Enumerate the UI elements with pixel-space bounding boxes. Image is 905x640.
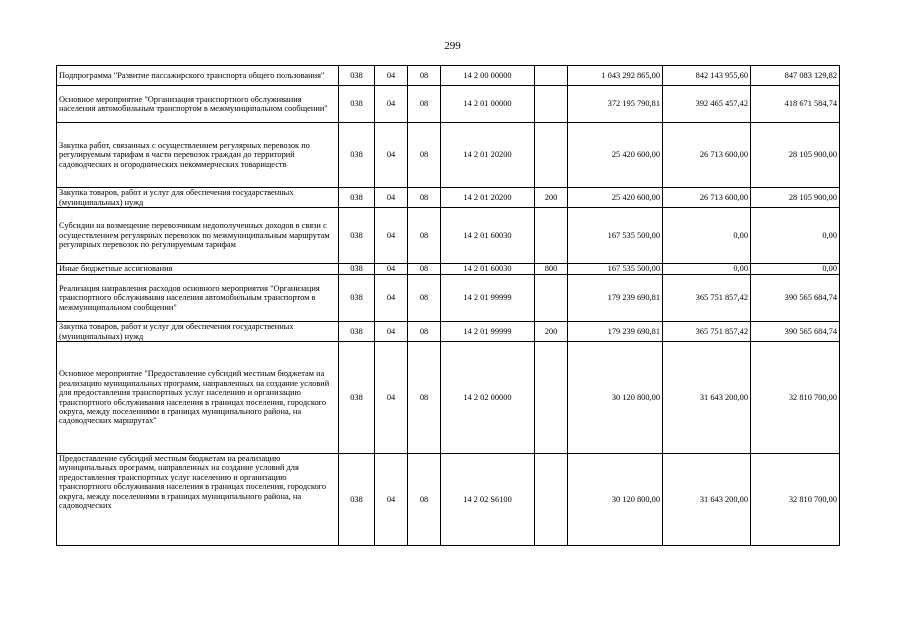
- row-amount-year-3: 390 565 684,74: [751, 275, 840, 322]
- row-amount-year-1: 30 120 800,00: [568, 454, 663, 546]
- row-amount-year-2: 842 143 955,60: [663, 66, 751, 86]
- row-target-article: 14 2 01 20200: [441, 188, 535, 208]
- row-amount-year-3: 0,00: [751, 208, 840, 264]
- row-subsection-code: 08: [408, 123, 441, 188]
- row-amount-year-1: 372 195 790,81: [568, 86, 663, 123]
- row-amount-year-2: 26 713 600,00: [663, 188, 751, 208]
- row-amount-year-3: 0,00: [751, 264, 840, 275]
- table-row: [57, 188, 840, 208]
- row-section-code: 04: [375, 86, 408, 123]
- row-ministry-code: 038: [339, 188, 375, 208]
- row-target-article: 14 2 01 20200: [441, 123, 535, 188]
- row-ministry-code: 038: [339, 208, 375, 264]
- row-amount-year-2: 365 751 857,42: [663, 322, 751, 342]
- table-row: [57, 342, 840, 454]
- table-row: [57, 208, 840, 264]
- row-amount-year-2: 0,00: [663, 264, 751, 275]
- row-target-article: 14 2 01 99999: [441, 275, 535, 322]
- row-subsection-code: 08: [408, 342, 441, 454]
- row-subsection-code: 08: [408, 188, 441, 208]
- row-subsection-code: 08: [408, 322, 441, 342]
- row-section-code: 04: [375, 208, 408, 264]
- row-name: Основное мероприятие "Предоставление субсидий местным бюджетам на реализацию муниципальных программ, направленных на создание условий для предоставления транспортных услуг населению и организацию транспортного обслуживания населения в границах поселения, городского округа, между поселениями в границах муниципального района, на садоводческих маршрутах": [57, 342, 339, 454]
- row-amount-year-2: 26 713 600,00: [663, 123, 751, 188]
- row-amount-year-1: 179 239 690,81: [568, 275, 663, 322]
- row-subsection-code: 08: [408, 264, 441, 275]
- row-expense-type: [535, 342, 568, 454]
- row-name: Иные бюджетные ассигнования: [57, 264, 339, 275]
- page-number: 299: [444, 40, 461, 52]
- row-section-code: 04: [375, 275, 408, 322]
- row-expense-type: [535, 208, 568, 264]
- row-amount-year-1: 25 420 600,00: [568, 123, 663, 188]
- table-row: [57, 264, 840, 275]
- row-expense-type: 200: [535, 322, 568, 342]
- row-amount-year-1: 167 535 500,00: [568, 264, 663, 275]
- row-expense-type: [535, 123, 568, 188]
- row-target-article: 14 2 01 00000: [441, 86, 535, 123]
- row-subsection-code: 08: [408, 208, 441, 264]
- table-row: [57, 275, 840, 322]
- row-amount-year-3: 418 671 584,74: [751, 86, 840, 123]
- row-amount-year-2: 365 751 857,42: [663, 275, 751, 322]
- table-row: [57, 123, 840, 188]
- row-expense-type: 200: [535, 188, 568, 208]
- row-target-article: 14 2 02 00000: [441, 342, 535, 454]
- budget-table: [56, 65, 840, 546]
- row-amount-year-2: 392 465 457,42: [663, 86, 751, 123]
- row-subsection-code: 08: [408, 66, 441, 86]
- row-name: Основное мероприятие "Организация транспортного обслуживания населения автомобильным транспортом в межмуниципальном сообщении": [57, 86, 339, 123]
- row-amount-year-1: 30 120 800,00: [568, 342, 663, 454]
- row-section-code: 04: [375, 66, 408, 86]
- row-subsection-code: 08: [408, 275, 441, 322]
- row-amount-year-1: 25 420 600,00: [568, 188, 663, 208]
- row-amount-year-1: 179 239 690,81: [568, 322, 663, 342]
- row-name: Подпрограмма "Развитие пассажирского транспорта общего пользования": [57, 66, 339, 86]
- row-amount-year-3: 28 105 900,00: [751, 188, 840, 208]
- table-row: [57, 322, 840, 342]
- row-expense-type: [535, 454, 568, 546]
- row-target-article: 14 2 00 00000: [441, 66, 535, 86]
- row-section-code: 04: [375, 342, 408, 454]
- row-amount-year-3: 847 083 129,82: [751, 66, 840, 86]
- row-amount-year-1: 167 535 500,00: [568, 208, 663, 264]
- row-amount-year-3: 390 565 684,74: [751, 322, 840, 342]
- table-row: [57, 66, 840, 86]
- row-name: Реализация направления расходов основного мероприятия "Организация транспортного обслуживания населения автомобильным транспортом в межмуниципальном сообщении": [57, 275, 339, 322]
- row-expense-type: 800: [535, 264, 568, 275]
- row-target-article: 14 2 01 60030: [441, 264, 535, 275]
- row-section-code: 04: [375, 123, 408, 188]
- row-ministry-code: 038: [339, 123, 375, 188]
- row-section-code: 04: [375, 322, 408, 342]
- row-ministry-code: 038: [339, 66, 375, 86]
- table-row: [57, 454, 840, 546]
- row-target-article: 14 2 01 60030: [441, 208, 535, 264]
- row-target-article: 14 2 01 99999: [441, 322, 535, 342]
- row-target-article: 14 2 02 S6100: [441, 454, 535, 546]
- row-ministry-code: 038: [339, 275, 375, 322]
- row-expense-type: [535, 66, 568, 86]
- row-name: Закупка товаров, работ и услуг для обеспечения государственных (муниципальных) нужд: [57, 188, 339, 208]
- row-name: Субсидии на возмещение перевозчикам недополученных доходов в связи с осуществлением регулярных перевозок по межмуниципальным маршрутам регулярных перевозок по регулируемым тарифам: [57, 208, 339, 264]
- row-ministry-code: 038: [339, 322, 375, 342]
- table-row: [57, 86, 840, 123]
- row-ministry-code: 038: [339, 86, 375, 123]
- row-amount-year-3: 32 810 700,00: [751, 342, 840, 454]
- row-amount-year-3: 32 810 700,00: [751, 454, 840, 546]
- row-amount-year-3: 28 105 900,00: [751, 123, 840, 188]
- table-body: [57, 66, 840, 546]
- row-amount-year-2: 0,00: [663, 208, 751, 264]
- row-name: Закупка работ, связанных с осуществлением регулярных перевозок по регулируемым тарифам в части перевозок граждан до территорий садоводческих и огороднических некоммерческих товариществ: [57, 123, 339, 188]
- row-ministry-code: 038: [339, 454, 375, 546]
- row-expense-type: [535, 275, 568, 322]
- row-ministry-code: 038: [339, 342, 375, 454]
- row-ministry-code: 038: [339, 264, 375, 275]
- row-expense-type: [535, 86, 568, 123]
- row-amount-year-2: 31 643 200,00: [663, 342, 751, 454]
- row-section-code: 04: [375, 188, 408, 208]
- row-name: Предоставление субсидий местным бюджетам на реализацию муниципальных программ, направленных на создание условий для предоставления транспортных услуг населению и организацию транспортного обслуживания населения в границах поселения, городского округа, между поселениями в границах муниципального района, на садоводческих: [57, 454, 339, 546]
- row-section-code: 04: [375, 264, 408, 275]
- row-subsection-code: 08: [408, 454, 441, 546]
- row-subsection-code: 08: [408, 86, 441, 123]
- row-amount-year-1: 1 043 292 865,00: [568, 66, 663, 86]
- row-name: Закупка товаров, работ и услуг для обеспечения государственных (муниципальных) нужд: [57, 322, 339, 342]
- row-amount-year-2: 31 643 200,00: [663, 454, 751, 546]
- row-section-code: 04: [375, 454, 408, 546]
